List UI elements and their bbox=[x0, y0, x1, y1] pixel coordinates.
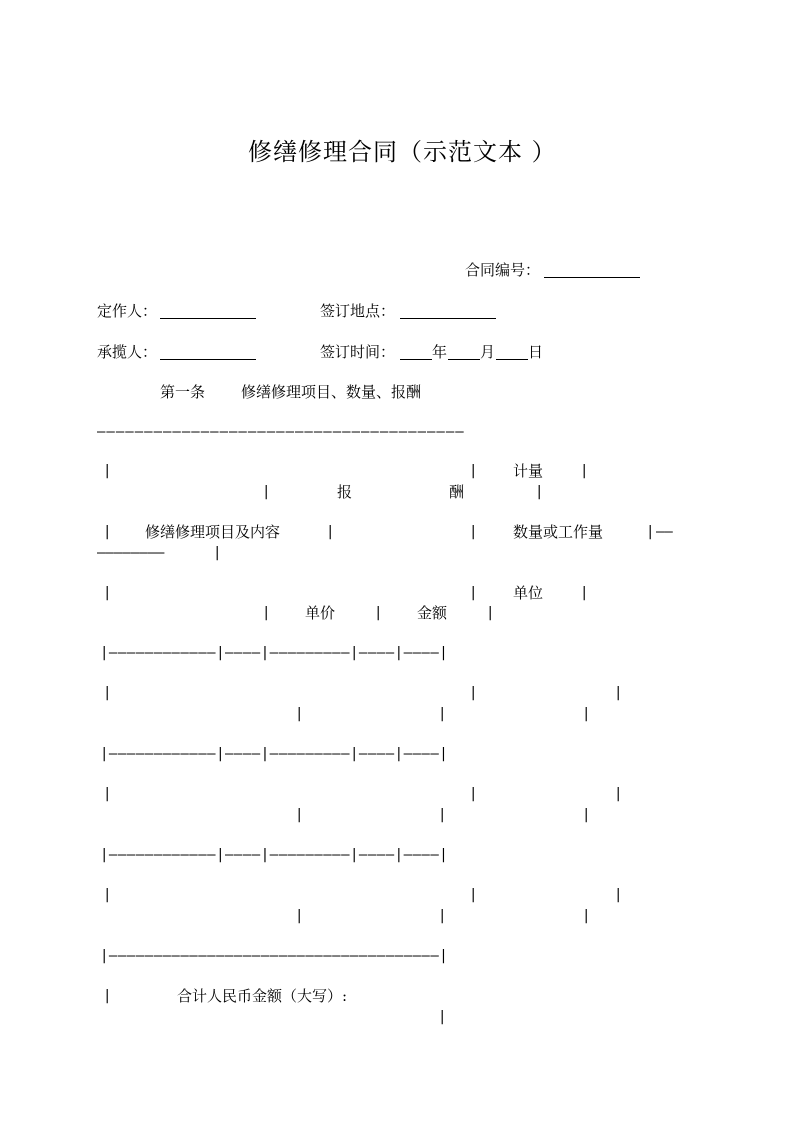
table-bar: | bbox=[646, 524, 655, 540]
table-bar: | bbox=[438, 908, 447, 924]
table-bar: | bbox=[614, 786, 623, 802]
header-dash-tail: —— bbox=[656, 524, 673, 540]
table-bar: | bbox=[103, 988, 112, 1004]
table-bar: | bbox=[582, 908, 591, 924]
table-row-separator: |————————————|————|—————————|————|————| bbox=[100, 645, 449, 661]
table-bar: | bbox=[469, 685, 478, 701]
contract-number-field[interactable] bbox=[544, 263, 640, 278]
page-title: 修缮修理合同（示范文本 ） bbox=[248, 138, 557, 166]
table-bar: | bbox=[103, 585, 112, 601]
sign-place-field[interactable] bbox=[400, 304, 496, 319]
header-unit: 单位 bbox=[513, 584, 544, 602]
sign-time-label: 签订时间： bbox=[320, 343, 396, 361]
table-bar: | bbox=[262, 605, 271, 621]
party-b-label: 承揽人： bbox=[97, 343, 158, 361]
table-bar: | bbox=[582, 706, 591, 722]
table-bar: | bbox=[103, 463, 112, 479]
table-bar: | bbox=[213, 545, 222, 561]
table-bar: | bbox=[103, 887, 112, 903]
article-1-title: 修缮修理项目、数量、报酬 bbox=[241, 383, 422, 401]
table-bar: | bbox=[614, 887, 623, 903]
party-b-field[interactable] bbox=[160, 345, 256, 360]
table-full-separator: |—————————————————————————————————————| bbox=[100, 948, 449, 964]
table-row-separator: |————————————|————|—————————|————|————| bbox=[100, 847, 449, 863]
party-a-field[interactable] bbox=[160, 304, 256, 319]
sign-place-label: 签订地点： bbox=[320, 302, 396, 320]
table-bar: | bbox=[580, 463, 589, 479]
party-a-label: 定作人： bbox=[97, 302, 158, 320]
header-unit-measure: 计量 bbox=[513, 462, 544, 480]
table-bar: | bbox=[326, 524, 335, 540]
table-bar: | bbox=[295, 706, 304, 722]
table-bar: | bbox=[438, 1009, 447, 1025]
table-bar: | bbox=[103, 685, 112, 701]
day-label: 日 bbox=[528, 343, 544, 361]
table-bar: | bbox=[469, 585, 478, 601]
table-bar: | bbox=[469, 524, 478, 540]
year-field[interactable] bbox=[400, 345, 432, 360]
table-bar: | bbox=[469, 887, 478, 903]
header-quantity: 数量或工作量 bbox=[513, 523, 604, 541]
month-label: 月 bbox=[480, 343, 496, 361]
article-1-label: 第一条 bbox=[160, 383, 206, 401]
header-amount: 金额 bbox=[417, 604, 448, 622]
table-bar: | bbox=[103, 786, 112, 802]
header-item-content: 修缮修理项目及内容 bbox=[145, 523, 281, 541]
table-row-separator: |————————————|————|—————————|————|————| bbox=[100, 746, 449, 762]
header-dash-tail: ———————— bbox=[97, 545, 165, 561]
table-bar: | bbox=[614, 685, 623, 701]
total-amount-label: 合计人民币金额（大写）: bbox=[177, 987, 348, 1005]
table-bar: | bbox=[582, 807, 591, 823]
header-remuneration-char-1: 报 bbox=[337, 483, 353, 501]
table-bar: | bbox=[469, 786, 478, 802]
month-field[interactable] bbox=[448, 345, 480, 360]
header-unit-price: 单价 bbox=[305, 604, 336, 622]
table-bar: | bbox=[295, 807, 304, 823]
table-bar: | bbox=[486, 605, 495, 621]
table-bar: | bbox=[262, 484, 271, 500]
table-bar: | bbox=[535, 484, 544, 500]
table-bar: | bbox=[438, 807, 447, 823]
year-label: 年 bbox=[432, 343, 448, 361]
table-bar: | bbox=[295, 908, 304, 924]
contract-number-label: 合同编号： bbox=[465, 261, 541, 279]
table-bar: | bbox=[469, 463, 478, 479]
table-bar: | bbox=[438, 706, 447, 722]
header-remuneration-char-2: 酬 bbox=[449, 483, 465, 501]
table-bar: | bbox=[374, 605, 383, 621]
table-bar: | bbox=[103, 524, 112, 540]
table-bar: | bbox=[580, 585, 589, 601]
day-field[interactable] bbox=[496, 345, 528, 360]
table-top-rule: ——————————————————————————————————————— bbox=[97, 424, 465, 440]
